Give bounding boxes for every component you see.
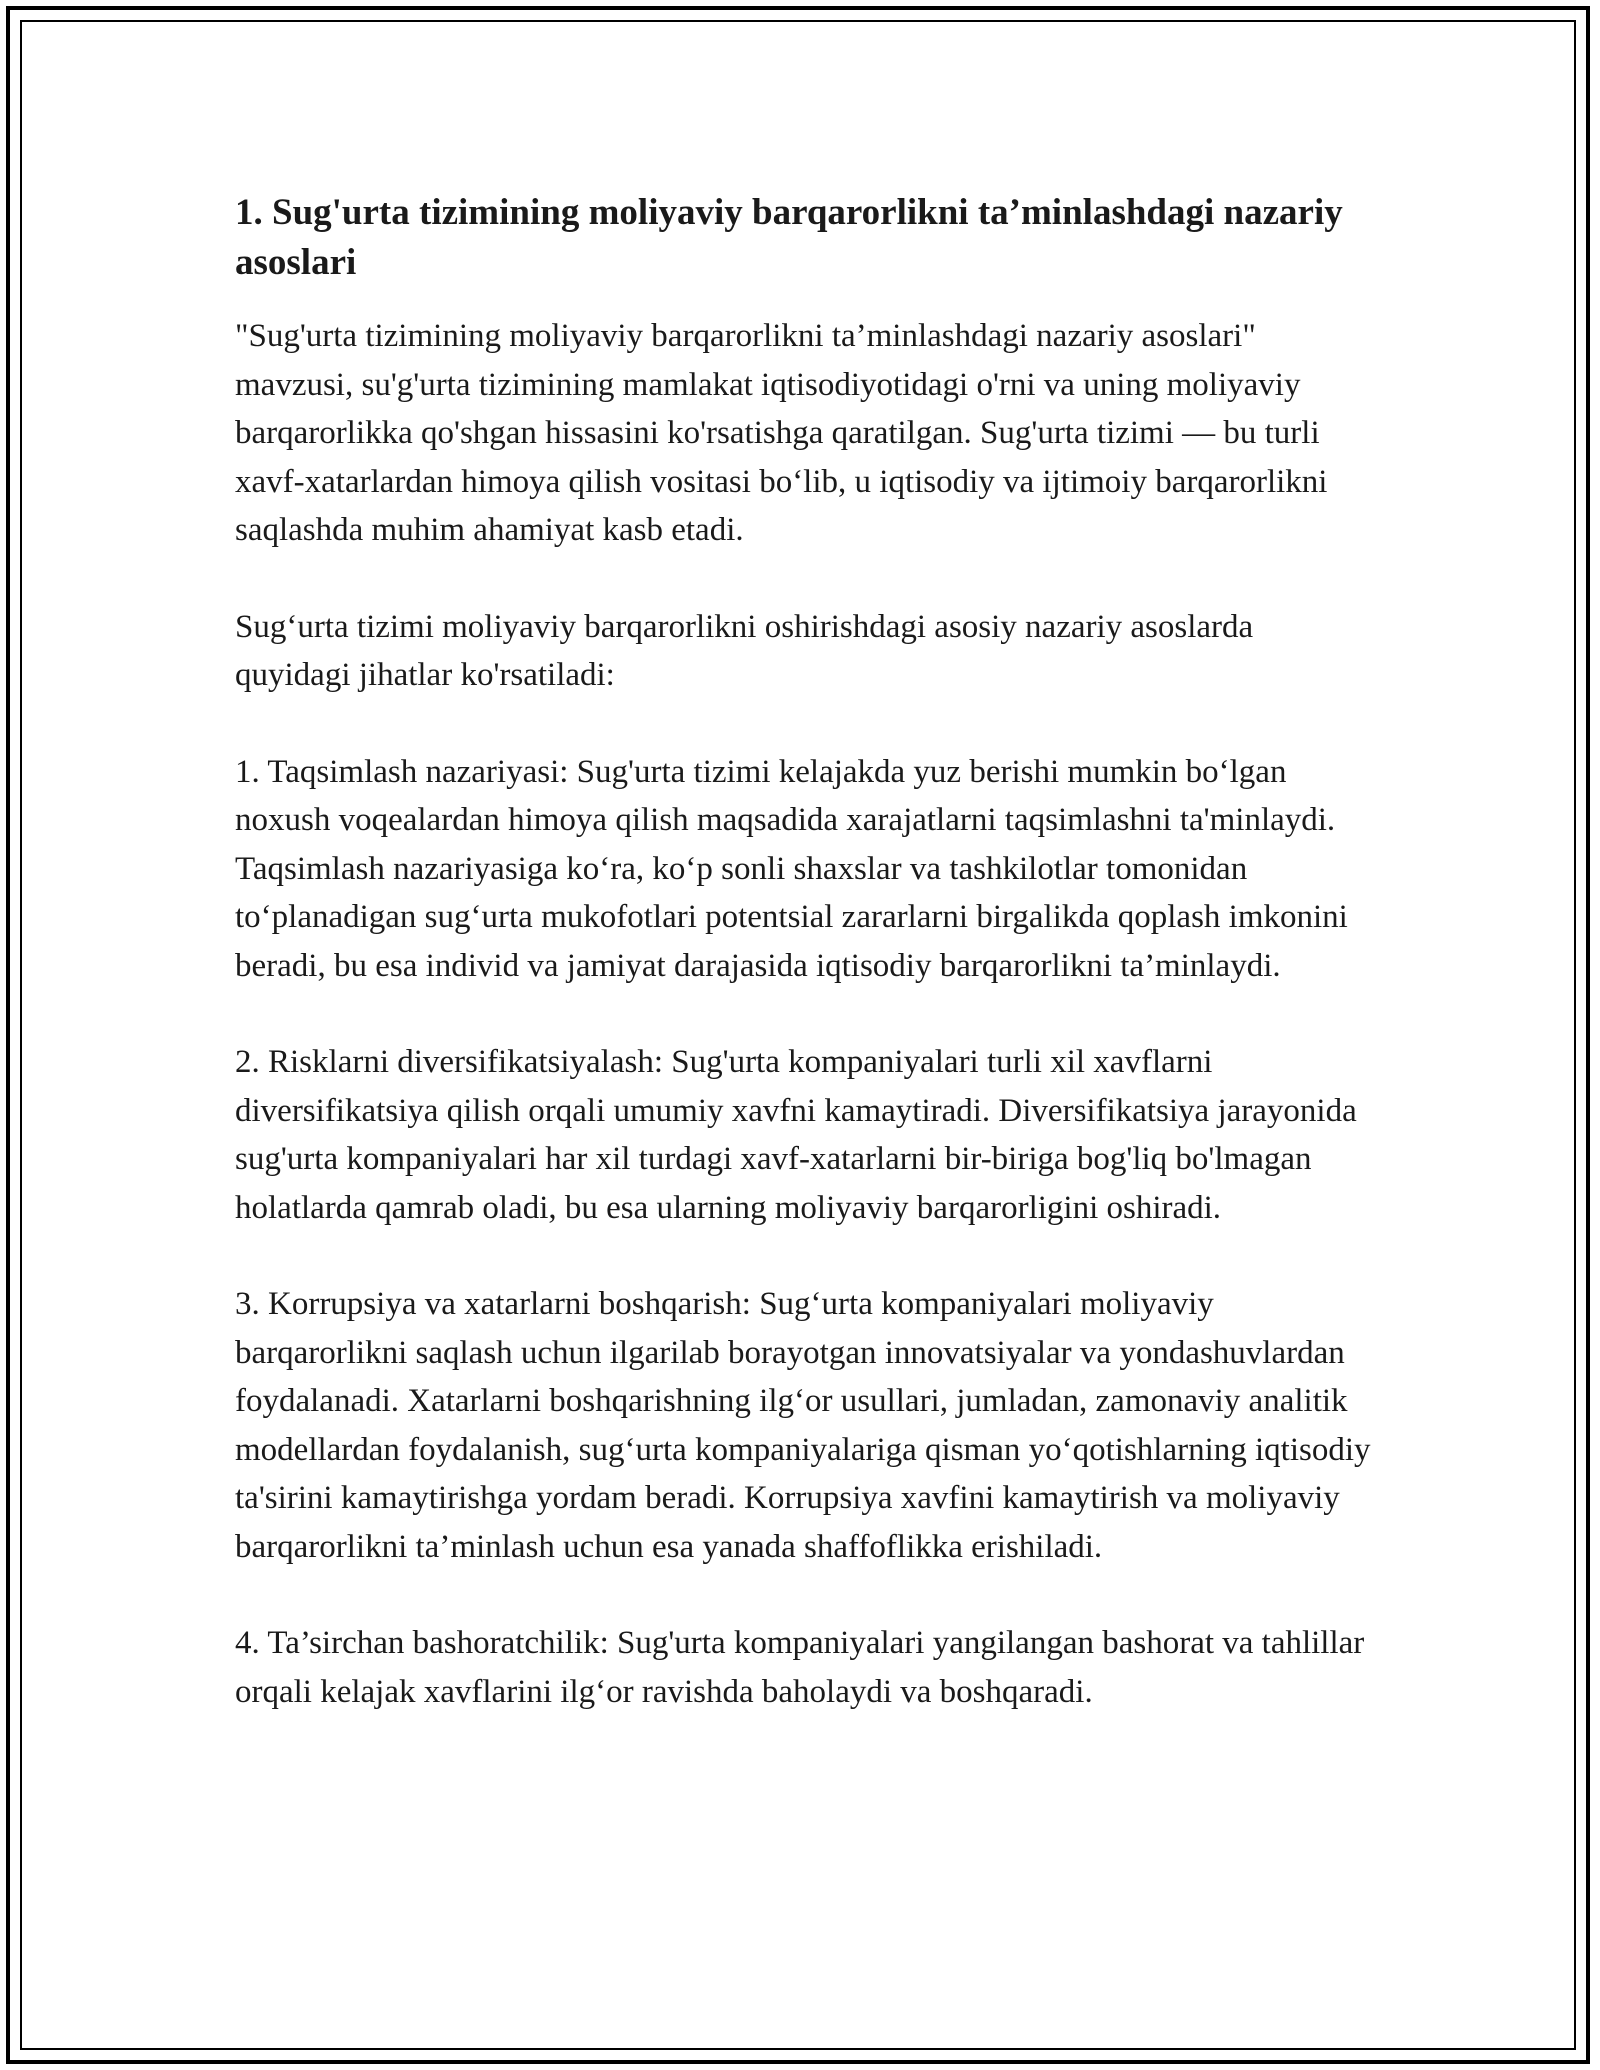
intro-paragraph: "Sug'urta tizimining moliyaviy barqarorlikni ta’minlashdagi nazariy asoslari" mavzusi, su'g'urta tizimining mamlakat iqtisodiyotidagi o'rni va uning moliyaviy barqarorlikka qo'shgan hissasini ko'rsatishga qaratilgan. Sug'urta tizimi — bu turli xavf-xatarlardan himoya qilish vositasi bo‘lib, u iqtisodiy va ijtimoiy barqarorlikni saqlashda muhim ahamiyat kasb etadi. [235,318,1328,548]
point-4-paragraph: 4. Ta’sirchan bashoratchilik: Sug'urta kompaniyalari yangilangan bashorat va tahlillar orqali kelajak xavflarini ilg‘or ravishda baholaydi va boshqaradi. [235,1625,1365,1710]
point-2-paragraph: 2. Risklarni diversifikatsiyalash: Sug'urta kompaniyalari turli xil xavflarni diversifikatsiya qilish orqali umumiy xavfni kamaytiradi. Diversifikatsiya jarayonida sug'urta kompaniyalari har xil turdagi xavf-xatarlarni bir-biriga bog'liq bo'lmagan holatlarda qamrab oladi, bu esa ularning moliyaviy barqarorligini oshiradi. [235,1044,1357,1226]
point-3-paragraph: 3. Korrupsiya va xatarlarni boshqarish: Sug‘urta kompaniyalari moliyaviy barqarorlikni saqlash uchun ilgarilab borayotgan innovatsiyalar va yondashuvlardan foydalanadi. Xatarlarni boshqarishning ilg‘or usullari, jumladan, zamonaviy analitik modellardan foydalanish, sug‘urta kompaniyalariga qisman yo‘qotishlarning iqtisodiy ta'sirini kamaytirishga yordam beradi. Korrupsiya xavfini kamaytirish va moliyaviy barqarorlikni ta’minlash uchun esa yanada shaffoflikka erishiladi. [235,1286,1371,1565]
point-1-paragraph: 1. Taqsimlash nazariyasi: Sug'urta tizimi kelajakda yuz berishi mumkin bo‘lgan noxush voqealardan himoya qilish maqsadida xarajatlarni taqsimlashni ta'minlaydi. Taqsimlash nazariyasiga ko‘ra, ko‘p sonli shaxslar va tashkilotlar tomonidan to‘planadigan sug‘urta mukofotlari potentsial zararlarni birgalikda qoplash imkonini beradi, bu esa individ va jamiyat darajasida iqtisodiy barqarorlikni ta’minlaydi. [235,753,1348,984]
lead-in-paragraph: Sug‘urta tizimi moliyaviy barqarorlikni oshirishdagi asosiy nazariy asoslarda quyidagi jihatlar ko'rsatiladi: [235,608,1254,693]
section-heading: 1. Sug'urta tizimining moliyaviy barqarorlikni ta’minlashdagi nazariy asoslari [235,192,1343,283]
document-body [235,188,1375,1764]
